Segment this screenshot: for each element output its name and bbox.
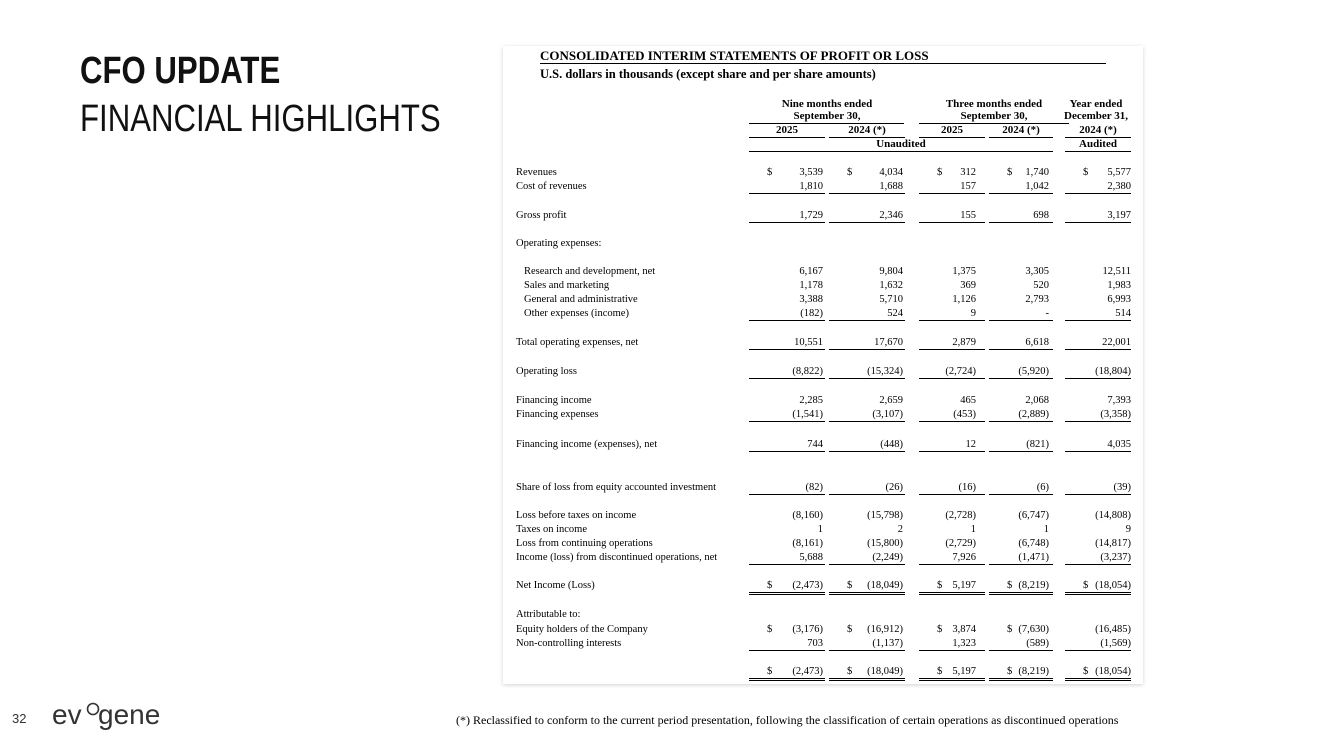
table-cell: (8,219) [1018, 666, 1049, 677]
svg-text:gene: gene [98, 699, 161, 730]
row-underline [919, 494, 985, 495]
dollar-sign: $ [767, 167, 773, 178]
row-label: Equity holders of the Company [516, 624, 648, 635]
footnote: (*) Reclassified to conform to the current period presentation, following the classification of certain operations as discontinued operations [456, 713, 1119, 727]
statement-title: CONSOLIDATED INTERIM STATEMENTS OF PROFIT OR LOSS [540, 48, 929, 63]
row-label: Loss before taxes on income [516, 510, 637, 521]
evogene-logo [52, 697, 172, 738]
row-label: Cost of revenues [516, 181, 587, 192]
table-cell: 6,993 [1107, 294, 1131, 305]
row-underline [1065, 678, 1131, 681]
financial-statement [503, 46, 1143, 684]
table-cell: (2,889) [1018, 409, 1049, 420]
table-cell: 465 [960, 395, 976, 406]
header-three-months-line2: September 30, [960, 110, 1028, 122]
row-label: Sales and marketing [524, 280, 610, 291]
table-cell: (1,137) [872, 638, 903, 649]
table-cell: (6,747) [1018, 510, 1049, 521]
table-cell: 2,659 [879, 395, 903, 406]
row-label: Research and development, net [524, 266, 656, 277]
table-cell: 5,197 [952, 666, 976, 677]
row-underline [989, 650, 1053, 651]
row-underline [749, 592, 825, 595]
table-cell: 10,551 [794, 337, 823, 348]
col-header: 2025 [776, 124, 798, 136]
table-cell: (1,569) [1100, 638, 1131, 649]
table-cell: 4,034 [879, 167, 903, 178]
row-underline [989, 678, 1053, 681]
table-cell: 157 [960, 181, 976, 192]
table-cell: (15,324) [867, 366, 903, 377]
row-underline [829, 592, 905, 595]
header-nine-months [749, 98, 905, 122]
row-underline [829, 421, 905, 422]
row-underline [1065, 193, 1131, 194]
dollar-sign: $ [1083, 167, 1089, 178]
row-underline [749, 193, 825, 194]
table-cell: (182) [800, 308, 823, 319]
row-underline [989, 320, 1053, 321]
statement-subtitle: U.S. dollars in thousands (except share and per share amounts) [540, 67, 876, 81]
table-cell: (7,630) [1018, 624, 1049, 635]
dollar-sign: $ [937, 167, 943, 178]
row-label: Share of loss from equity accounted investment [516, 482, 717, 493]
row-label: Other expenses (income) [524, 308, 629, 319]
table-cell: 9 [970, 308, 976, 319]
dollar-sign: $ [1007, 624, 1013, 635]
table-cell: 1,323 [952, 638, 976, 649]
dollar-sign: $ [1083, 666, 1089, 677]
dollar-sign: $ [847, 624, 853, 635]
row-underline [749, 494, 825, 495]
table-cell: 2,793 [1025, 294, 1049, 305]
table-cell: (5,920) [1018, 366, 1049, 377]
row-underline [919, 378, 985, 379]
row-label: Gross profit [516, 210, 567, 221]
row-underline [749, 378, 825, 379]
row-label: General and administrative [524, 294, 638, 305]
row-label: Operating loss [516, 366, 577, 377]
header-nine-months-line2: September 30, [793, 110, 861, 122]
unaudited-label: Unaudited [876, 138, 926, 150]
row-underline [919, 421, 985, 422]
dollar-sign: $ [847, 666, 853, 677]
dollar-sign: $ [847, 167, 853, 178]
table-cell: (1,471) [1018, 552, 1049, 563]
table-cell: 7,926 [952, 552, 976, 563]
table-cell: 155 [960, 210, 976, 221]
row-underline [749, 678, 825, 681]
row-underline [1065, 564, 1131, 565]
table-cell: 369 [960, 280, 976, 291]
table-cell: (18,054) [1095, 666, 1131, 677]
table-cell: 17,670 [874, 337, 903, 348]
table-cell: (16,485) [1095, 624, 1131, 635]
table-cell: (18,049) [867, 666, 903, 677]
table-cell: (8,160) [792, 510, 823, 521]
table-cell: 7,393 [1107, 395, 1131, 406]
dollar-sign: $ [1007, 167, 1013, 178]
table-cell: 1,126 [952, 294, 976, 305]
table-cell: - [1045, 308, 1049, 319]
row-underline [749, 421, 825, 422]
table-cell: 1,983 [1107, 280, 1131, 291]
row-underline [919, 451, 985, 452]
table-cell: (8,161) [792, 538, 823, 549]
table-cell: (2,473) [792, 666, 823, 677]
table-cell: 12,511 [1102, 266, 1131, 277]
row-underline [829, 650, 905, 651]
table-cell: 1,810 [799, 181, 823, 192]
dollar-sign: $ [847, 580, 853, 591]
table-cell: 524 [887, 308, 903, 319]
dollar-sign: $ [767, 666, 773, 677]
table-cell: (82) [805, 482, 823, 493]
table-cell: 1,042 [1025, 181, 1049, 192]
page-subtitle: FINANCIAL HIGHLIGHTS [80, 98, 441, 140]
table-cell: 1,178 [799, 280, 823, 291]
row-label: Financing income (expenses), net [516, 439, 658, 450]
row-underline [829, 451, 905, 452]
table-cell: 1,375 [952, 266, 976, 277]
header-three-months [919, 98, 1069, 122]
row-underline [1065, 222, 1131, 223]
col-header: 2024 (*) [848, 124, 886, 136]
table-cell: (1,541) [792, 409, 823, 420]
table-cell: 703 [807, 638, 823, 649]
col-header: 2025 [941, 124, 963, 136]
row-underline [749, 650, 825, 651]
header-year-line1: Year ended [1069, 98, 1123, 110]
table-cell: 5,577 [1107, 167, 1131, 178]
row-underline [919, 193, 985, 194]
table-cell: (821) [1026, 439, 1049, 450]
row-underline [749, 349, 825, 350]
table-cell: (2,728) [945, 510, 976, 521]
row-label: Income (loss) from discontinued operations, net [516, 552, 718, 563]
table-cell: 9,804 [879, 266, 903, 277]
row-label: Financing expenses [516, 409, 599, 420]
table-cell: (448) [880, 439, 903, 450]
header-year-line2: December 31, [1064, 110, 1128, 122]
header-year [1053, 98, 1139, 122]
table-cell: (3,237) [1100, 552, 1131, 563]
table-cell: 3,388 [799, 294, 823, 305]
table-cell: 2,068 [1025, 395, 1049, 406]
table-cell: 1,740 [1025, 167, 1049, 178]
page-number: 32 [12, 711, 27, 726]
row-underline [919, 320, 985, 321]
row-underline [919, 564, 985, 565]
table-cell: 5,710 [879, 294, 903, 305]
row-underline [1065, 378, 1131, 379]
table-cell: (3,107) [872, 409, 903, 420]
table-cell: (39) [1113, 482, 1131, 493]
header-rule [1065, 151, 1131, 152]
table-cell: (26) [885, 482, 903, 493]
table-cell: (16,912) [867, 624, 903, 635]
table-cell: (3,358) [1100, 409, 1131, 420]
table-cell: 22,001 [1102, 337, 1131, 348]
col-header: 2024 (*) [1079, 124, 1117, 136]
table-cell: (18,054) [1095, 580, 1131, 591]
table-cell: (2,724) [945, 366, 976, 377]
table-cell: 1,632 [879, 280, 903, 291]
row-underline [919, 222, 985, 223]
table-cell: (589) [1026, 638, 1049, 649]
table-cell: 698 [1033, 210, 1049, 221]
row-label: Taxes on income [516, 524, 587, 535]
row-underline [919, 650, 985, 651]
table-cell: 4,035 [1107, 439, 1131, 450]
row-underline [1065, 650, 1131, 651]
row-underline [989, 193, 1053, 194]
row-underline [919, 678, 985, 681]
table-cell: (2,249) [872, 552, 903, 563]
table-cell: 3,539 [799, 167, 823, 178]
table-cell: (3,176) [792, 624, 823, 635]
table-cell: 1,729 [799, 210, 823, 221]
row-underline [989, 494, 1053, 495]
row-underline [989, 349, 1053, 350]
table-cell: (15,800) [867, 538, 903, 549]
row-underline [989, 451, 1053, 452]
table-cell: 5,197 [952, 580, 976, 591]
row-label: Attributable to: [516, 609, 581, 620]
row-underline [989, 564, 1053, 565]
table-cell: 12 [965, 439, 976, 450]
row-label: Financing income [516, 395, 592, 406]
table-cell: (8,822) [792, 366, 823, 377]
page-title: CFO UPDATE [80, 50, 281, 92]
svg-text:ev: ev [52, 699, 82, 730]
dollar-sign: $ [937, 666, 943, 677]
dollar-sign: $ [1007, 666, 1013, 677]
row-underline [829, 349, 905, 350]
table-cell: (2,473) [792, 580, 823, 591]
row-underline [989, 222, 1053, 223]
table-cell: 514 [1115, 308, 1131, 319]
table-cell: (14,808) [1095, 510, 1131, 521]
row-label: Total operating expenses, net [516, 337, 639, 348]
row-underline [989, 592, 1053, 595]
table-cell: (14,817) [1095, 538, 1131, 549]
row-underline [1065, 451, 1131, 452]
table-cell: 2,285 [799, 395, 823, 406]
table-cell: (8,219) [1018, 580, 1049, 591]
row-underline [1065, 421, 1131, 422]
logo-icon [52, 697, 172, 733]
header-rule [749, 151, 1053, 152]
table-cell: 3,305 [1025, 266, 1049, 277]
col-header: 2024 (*) [1002, 124, 1040, 136]
table-cell: 1,688 [879, 181, 903, 192]
row-underline [919, 592, 985, 595]
row-underline [749, 222, 825, 223]
table-cell: 1 [970, 524, 976, 535]
table-cell: 6,618 [1025, 337, 1049, 348]
table-cell: (2,729) [945, 538, 976, 549]
title-rule [540, 63, 1106, 64]
dollar-sign: $ [937, 624, 943, 635]
table-cell: 6,167 [799, 266, 823, 277]
header-nine-months-line1: Nine months ended [781, 98, 873, 110]
dollar-sign: $ [1083, 580, 1089, 591]
table-cell: (15,798) [867, 510, 903, 521]
row-label: Non-controlling interests [516, 638, 622, 649]
table-cell: 2 [897, 524, 903, 535]
row-underline [749, 320, 825, 321]
table-cell: 1 [1043, 524, 1049, 535]
row-underline [1065, 349, 1131, 350]
table-cell: (6) [1036, 482, 1049, 493]
table-cell: (18,049) [867, 580, 903, 591]
table-cell: 3,197 [1107, 210, 1131, 221]
row-underline [829, 378, 905, 379]
table-cell: (18,804) [1095, 366, 1131, 377]
row-underline [829, 222, 905, 223]
table-cell: 1 [817, 524, 823, 535]
table-cell: 5,688 [799, 552, 823, 563]
dollar-sign: $ [767, 624, 773, 635]
dollar-sign: $ [1007, 580, 1013, 591]
row-underline [1065, 320, 1131, 321]
row-underline [749, 451, 825, 452]
row-underline [829, 494, 905, 495]
audited-label: Audited [1079, 138, 1117, 150]
row-underline [989, 421, 1053, 422]
row-label: Loss from continuing operations [516, 538, 653, 549]
row-label: Net Income (Loss) [516, 580, 595, 591]
table-cell: 2,879 [952, 337, 976, 348]
dollar-sign: $ [767, 580, 773, 591]
table-cell: 312 [960, 167, 976, 178]
header-three-months-line1: Three months ended [945, 98, 1043, 110]
row-label: Revenues [516, 167, 557, 178]
row-underline [1065, 592, 1131, 595]
row-underline [829, 320, 905, 321]
row-underline [749, 564, 825, 565]
row-label: Operating expenses: [516, 238, 602, 249]
table-cell: 744 [807, 439, 823, 450]
row-underline [1065, 494, 1131, 495]
row-underline [829, 678, 905, 681]
table-cell: (453) [953, 409, 976, 420]
dollar-sign: $ [937, 580, 943, 591]
row-underline [829, 193, 905, 194]
row-underline [829, 564, 905, 565]
table-cell: 520 [1033, 280, 1049, 291]
table-cell: (16) [958, 482, 976, 493]
table-cell: 2,346 [879, 210, 903, 221]
table-cell: (6,748) [1018, 538, 1049, 549]
row-underline [919, 349, 985, 350]
table-cell: 2,380 [1107, 181, 1131, 192]
row-underline [989, 378, 1053, 379]
table-cell: 9 [1125, 524, 1131, 535]
table-cell: 3,874 [952, 624, 976, 635]
